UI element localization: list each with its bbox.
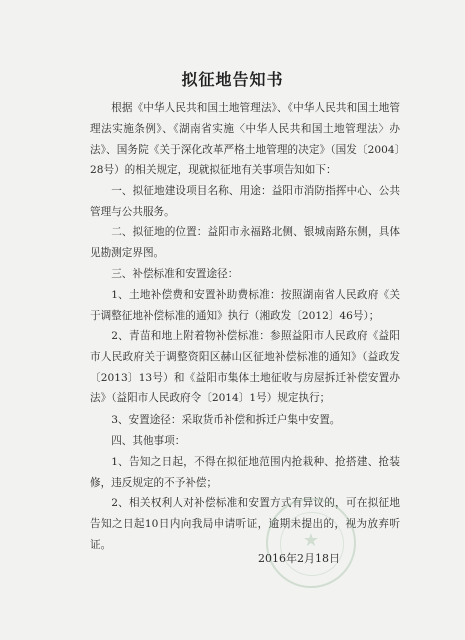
paragraph-hearing: 2、相关权利人对补偿标准和安置方式有异议的，可在拟征地告知之日起10日内向我局申请听证，逾期未提出的，视为放弃听证。 [90, 497, 400, 551]
seal-star-icon: ★ [302, 530, 320, 551]
paragraph-resettlement: 3、安置途径：采取货币补偿和拆迁户集中安置。 [111, 414, 341, 426]
document-title: 拟征地告知书 [181, 70, 284, 89]
paragraph-crops-compensation: 2、青苗和地上附着物补偿标准：参照益阳市人民政府《益阳市人民政府关于调整资阳区赫山区征地补偿标准的通知》（益政发〔2013〕13号）和《益阳市集体土地征收与房屋拆迁补偿安置办法》（益阳市人民政府令〔2014〕1号）规定执行； [90, 330, 400, 405]
paragraph-land-compensation: 1、土地补偿费和安置补助费标准：按照湖南省人民政府《关于调整征地补偿标准的通知》执行（湘政发〔2012〕46号）； [90, 289, 400, 322]
paragraph-prohibition: 1、告知之日起，不得在拟征地范围内抢栽种、抢搭建、抢装修，违反规定的不予补偿； [90, 456, 400, 489]
paragraph-location: 二、拟征地的位置：益阳市永福路北侧、银城南路东侧，具体见勘测定界图。 [90, 226, 400, 259]
paragraph-project-name: 一、拟征地建设项目名称、用途：益阳市消防指挥中心、公共管理与公共服务。 [90, 185, 400, 218]
paragraph-other-heading: 四、其他事项： [111, 435, 186, 447]
paragraph-compensation-heading: 三、补偿标准和安置途径： [111, 268, 239, 280]
paragraph-legal-basis: 根据《中华人民共和国土地管理法》、《中华人民共和国土地管理法实施条例》、《湖南省实施〈中华人民共和国土地管理法〉办法》、国务院《关于深化改革严格土地管理的决定》（国发〔2004〕28号）的相关规定，现就拟征地有关事项告知如下： [90, 102, 400, 177]
official-seal [266, 498, 356, 588]
document-date: 2016年2月18日 [258, 552, 340, 565]
